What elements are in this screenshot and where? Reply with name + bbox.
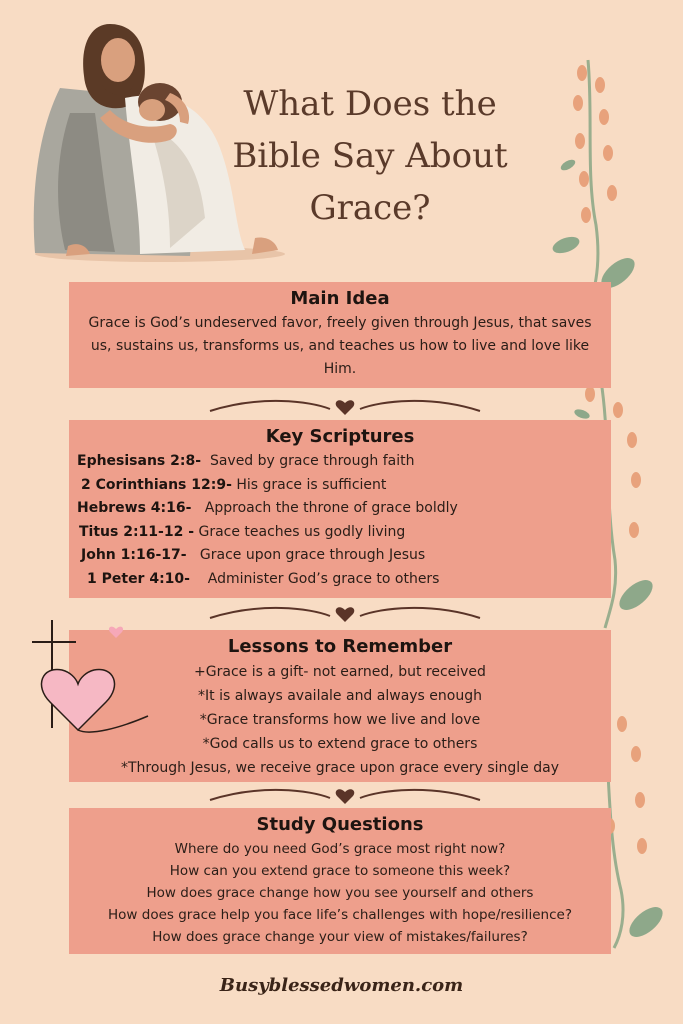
study-question: How does grace change how you see yourself and others	[146, 885, 534, 901]
main-idea-text: Grace is God’s undeserved favor, freely given through Jesus, that saves us, sustains us, transforms us, and teaches us how to live and love like Him.	[88, 315, 592, 377]
floral-branch-top	[538, 55, 648, 305]
scripture-line	[69, 497, 611, 521]
study-questions-box	[69, 808, 611, 954]
lesson-item: *Grace transforms how we live and love	[199, 712, 481, 728]
scripture-ref: Hebrews 4:16-	[77, 500, 192, 516]
scripture-ref: 1 Peter 4:10-	[87, 570, 190, 587]
lesson-item: *God calls us to extend grace to others	[202, 736, 478, 752]
study-question: How does grace help you face life’s challenges with hope/resilience?	[108, 907, 572, 923]
heart-icon	[336, 607, 355, 622]
scripture-text: Grace teaches us godly living	[198, 523, 406, 540]
scripture-text: Approach the throne of grace boldly	[204, 500, 458, 516]
scripture-ref: Ephesisans 2:8-	[77, 453, 202, 469]
study-questions-heading: Study Questions	[256, 814, 424, 835]
lessons-box	[69, 630, 611, 782]
page-title: What Does the Bible Say About Grace?	[232, 84, 508, 228]
study-question: How can you extend grace to someone this week?	[169, 863, 511, 879]
scripture-line	[69, 544, 611, 568]
key-scriptures-box	[69, 420, 611, 598]
lesson-item: +Grace is a gift- not earned, but received	[194, 664, 486, 680]
main-idea-heading: Main Idea	[290, 288, 390, 309]
swirl-divider	[200, 784, 490, 808]
scripture-ref: 2 Corinthians 12:9-	[81, 476, 232, 493]
scripture-ref: Titus 2:11-12 -	[79, 523, 195, 540]
swirl-divider	[200, 602, 490, 626]
site-url: Busyblessedwomen.com	[219, 975, 464, 996]
lesson-item: *Through Jesus, we receive grace upon grace every single day	[120, 760, 559, 776]
scripture-line	[69, 450, 611, 474]
heart-icon	[336, 400, 355, 415]
scripture-line	[69, 521, 611, 545]
scripture-line	[69, 568, 611, 592]
main-idea-box	[69, 282, 611, 388]
swirl-divider	[200, 395, 490, 419]
lessons-heading: Lessons to Remember	[227, 636, 453, 657]
scripture-text: Administer God’s grace to others	[207, 570, 440, 587]
study-question: Where do you need God’s grace most right now?	[174, 841, 506, 857]
scripture-ref: John 1:16-17-	[81, 547, 187, 563]
scripture-text: Saved by grace through faith	[209, 453, 415, 469]
scripture-line	[69, 474, 611, 498]
heart-icon	[336, 789, 355, 804]
study-question: How does grace change your view of mistakes/failures?	[152, 929, 528, 945]
cross-heart-icon	[20, 618, 150, 738]
scripture-text: Grace upon grace through Jesus	[199, 547, 426, 563]
lesson-item: *It is always availale and always enough	[198, 688, 482, 704]
scripture-text: His grace is sufficient	[236, 476, 387, 493]
key-scriptures-heading: Key Scriptures	[265, 426, 415, 447]
